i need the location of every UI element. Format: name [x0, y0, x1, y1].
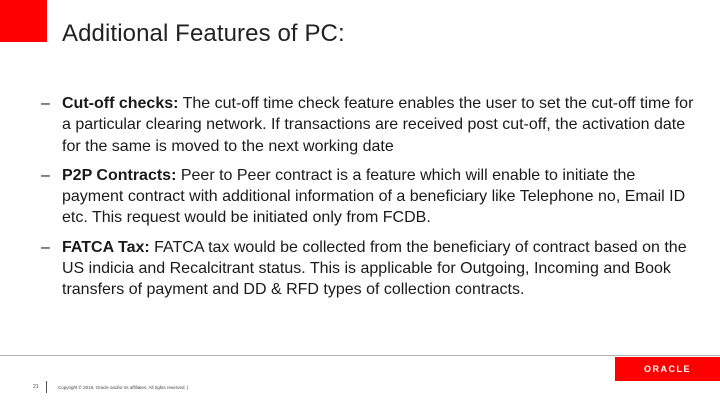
- oracle-logo: [615, 357, 720, 381]
- bullet-dash: –: [41, 95, 50, 112]
- bullet-p2p-contracts: [41, 165, 701, 229]
- bullet-text: FATCA tax would be collected from the beneficiary of contract based on the US indicia and Recalcitrant status. This is applicable for Outgoing, Incoming and Book transfers of payment and DD & RFD types of collection contracts.: [62, 238, 687, 299]
- brand-accent-bar: [0, 0, 47, 42]
- bullet-dash: –: [41, 166, 50, 184]
- bullet-fatca-tax: [41, 237, 701, 301]
- bullet-term: P2P Contracts:: [62, 166, 177, 184]
- slide-title: Additional Features of PC:: [62, 20, 345, 47]
- copyright-notice: Copyright © 2018, Oracle and/or its affiliates. All rights reserved. |: [58, 385, 189, 390]
- page-number: 21: [33, 384, 39, 390]
- bullet-text: Peer to Peer contract is a feature which will enable to initiate the payment contract with additional information of a beneficiary like Telephone no, Email ID etc. This request would be initiated only from FCDB.: [62, 166, 686, 227]
- bullet-term: FATCA Tax:: [62, 238, 150, 256]
- bullet-text: The cut-off time check feature enables the user to set the cut-off time for a particular clearing network. If transactions are received post cut-off, the activation date for the same is moved to the next working date: [62, 95, 694, 155]
- bullet-dash: –: [41, 238, 50, 256]
- bullet-cutoff-checks: [41, 93, 701, 157]
- bullet-list: [41, 93, 701, 309]
- footer-divider: [0, 355, 720, 356]
- oracle-logo-text: ORACLE: [644, 364, 691, 374]
- footer-separator: [46, 381, 47, 393]
- bullet-term: Cut-off checks:: [62, 95, 179, 112]
